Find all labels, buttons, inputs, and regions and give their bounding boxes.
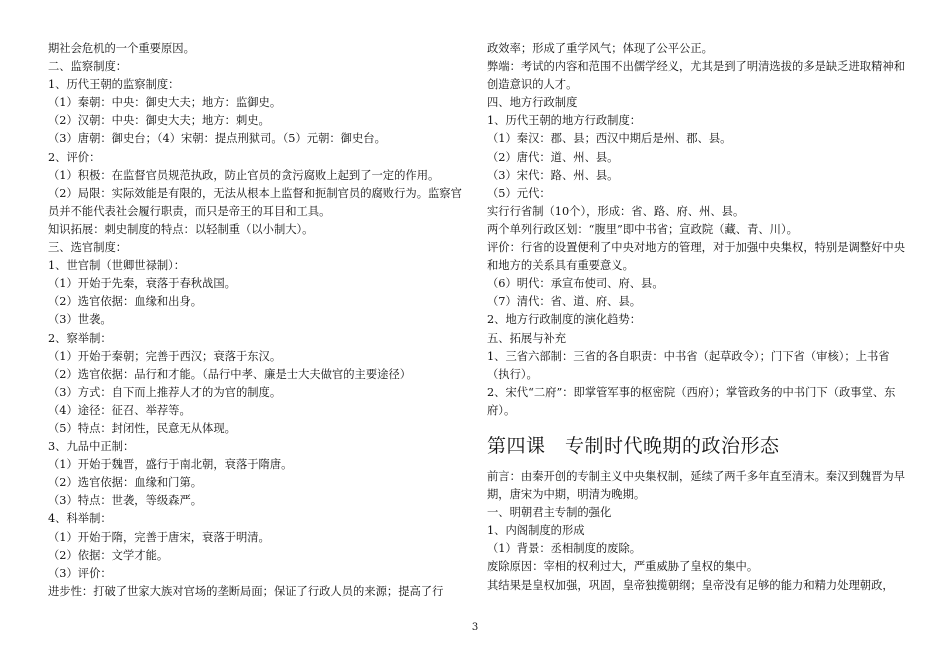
text-line: 2、宋代“二府”：即掌管军事的枢密院（西府）；掌管政务的中书门下（政事堂、东府）。 bbox=[487, 385, 896, 417]
text-line: 实行行省制（10个），形成：省、路、府、州、县。 bbox=[487, 204, 745, 218]
left-column bbox=[48, 40, 473, 601]
right-column-top-section bbox=[487, 40, 907, 420]
right-column bbox=[487, 40, 907, 595]
text-line: （1）开始于先秦，衰落于春秋战国。 bbox=[48, 277, 236, 291]
text-line: 2、地方行政制度的演化趋势： bbox=[487, 313, 642, 327]
text-line: 废除原因：宰相的权利过大，严重威胁了皇权的集中。 bbox=[487, 560, 759, 574]
text-line: （1）积极：在监督官员规范执政，防止官员的贪污腐败上起到了一定的作用。 bbox=[48, 168, 440, 182]
text-line: 期社会危机的一个重要原因。 bbox=[48, 42, 195, 55]
text-line: 五、拓展与补充 bbox=[487, 331, 567, 345]
text-line: （1）秦汉：郡、县；西汉中期后是州、郡、县。 bbox=[487, 132, 732, 146]
text-line: （2）选官依据：品行和才能。（品行中孝、廉是士大夫做官的主要途径） bbox=[48, 367, 412, 381]
text-line: 4、科举制： bbox=[48, 512, 112, 526]
text-line: 其结果是皇权加强，巩固，皇帝独揽朝纲；皇帝没有足够的能力和精力处理朝政， bbox=[487, 578, 894, 592]
text-line: 一、明朝君主专制的强化 bbox=[487, 506, 612, 520]
text-line: 弊端：考试的内容和范围不出儒学经义，尤其是到了明清选拔的多是缺乏进取精神和创造意识的人才。 bbox=[487, 60, 905, 92]
text-line: 二、监察制度： bbox=[48, 60, 128, 74]
text-line: 2、察举制： bbox=[48, 331, 112, 345]
text-line: 三、选官制度： bbox=[48, 241, 128, 255]
right-column-bottom-section bbox=[487, 468, 907, 595]
text-line: （1）开始于魏晋，盛行于南北朝，衰落于隋唐。 bbox=[48, 458, 293, 472]
text-line: （4）途径：征召、举荐等。 bbox=[48, 403, 191, 417]
text-line: 1、历代王朝的监察制度： bbox=[48, 78, 180, 92]
text-line: （6）明代：承宣布使司、府、县。 bbox=[487, 277, 664, 291]
text-line: （2）选官依据：血缘和出身。 bbox=[48, 295, 203, 309]
text-line: 3、九品中正制： bbox=[48, 440, 135, 454]
text-line: （5）特点：封闭性，民意无从体现。 bbox=[48, 421, 236, 435]
page-number: 3 bbox=[471, 622, 479, 633]
text-line: 两个单列行政区划：“腹里”即中书省；宣政院（藏、青、川）。 bbox=[487, 222, 798, 236]
text-line: （3）方式：自下而上推荐人才的为官的制度。 bbox=[48, 385, 282, 399]
text-line: 2、评价： bbox=[48, 150, 101, 164]
text-line: 1、内阁制度的形成 bbox=[487, 524, 585, 538]
text-line: 1、世官制（世卿世禄制）： bbox=[48, 259, 186, 273]
text-line: （3）世袭。 bbox=[48, 313, 112, 327]
text-line: （2）唐代：道、州、县。 bbox=[487, 150, 619, 164]
text-line: 1、历代王朝的地方行政制度： bbox=[487, 114, 642, 128]
text-line: （2）选官依据：血缘和门第。 bbox=[48, 476, 203, 490]
lesson-heading: 第四课 专制时代晚期的政治形态 bbox=[487, 434, 780, 457]
text-line: （1）开始于隋，完善于唐宋，衰落于明清。 bbox=[48, 530, 270, 544]
text-line: 政效率；形成了重学风气；体现了公平公正。 bbox=[487, 42, 713, 55]
text-line: （1）秦朝：中央：御史大夫；地方：监御史。 bbox=[48, 96, 282, 110]
text-line: 评价：行省的设置便利了中央对地方的管理，对于加强中央集权，特别是调整好中央和地方的关系具有重要意义。 bbox=[487, 241, 905, 273]
text-line: （3）唐朝：御史台；（4）宋朝：提点刑狱司。（5）元朝：御史台。 bbox=[48, 132, 386, 146]
text-line: 1、三省六部制：三省的各自职责：中书省（起草政令）；门下省（审核）；上书省（执行）。 bbox=[487, 349, 890, 381]
text-line: （3）特点：世袭，等级森严。 bbox=[48, 494, 203, 508]
text-line: （3）评价： bbox=[48, 566, 112, 580]
text-line: 进步性：打破了世家大族对官场的垄断局面；保证了行政人员的来源；提高了行 bbox=[48, 584, 444, 598]
text-line: 知识拓展：刺史制度的特点：以轻制重（以小制大）。 bbox=[48, 222, 314, 236]
text-line: （5）元代： bbox=[487, 186, 551, 200]
text-line: 前言：由秦开创的专制主义中央集权制，延续了两千多年直至清末。秦汉到魏晋为早期，唐宋为中期，明清为晚期。 bbox=[487, 469, 905, 502]
text-line: （2）依据：文学才能。 bbox=[48, 548, 169, 562]
text-line: 四、地方行政制度 bbox=[487, 96, 578, 110]
text-line: （2）局限：实际效能是有限的，无法从根本上监督和扼制官员的腐败行为。监察官员并不能代表社会履行职责，而只是帝王的耳目和工具。 bbox=[48, 186, 462, 218]
text-line: （1）背景：丞相制度的废除。 bbox=[487, 542, 642, 556]
text-line: （7）清代：省、道、府、县。 bbox=[487, 295, 642, 309]
text-line: （2）汉朝：中央：御史大夫；地方：刺史。 bbox=[48, 114, 270, 128]
text-line: （1）开始于秦朝；完善于西汉；衰落于东汉。 bbox=[48, 349, 282, 363]
text-line: （3）宋代：路、州、县。 bbox=[487, 168, 619, 182]
